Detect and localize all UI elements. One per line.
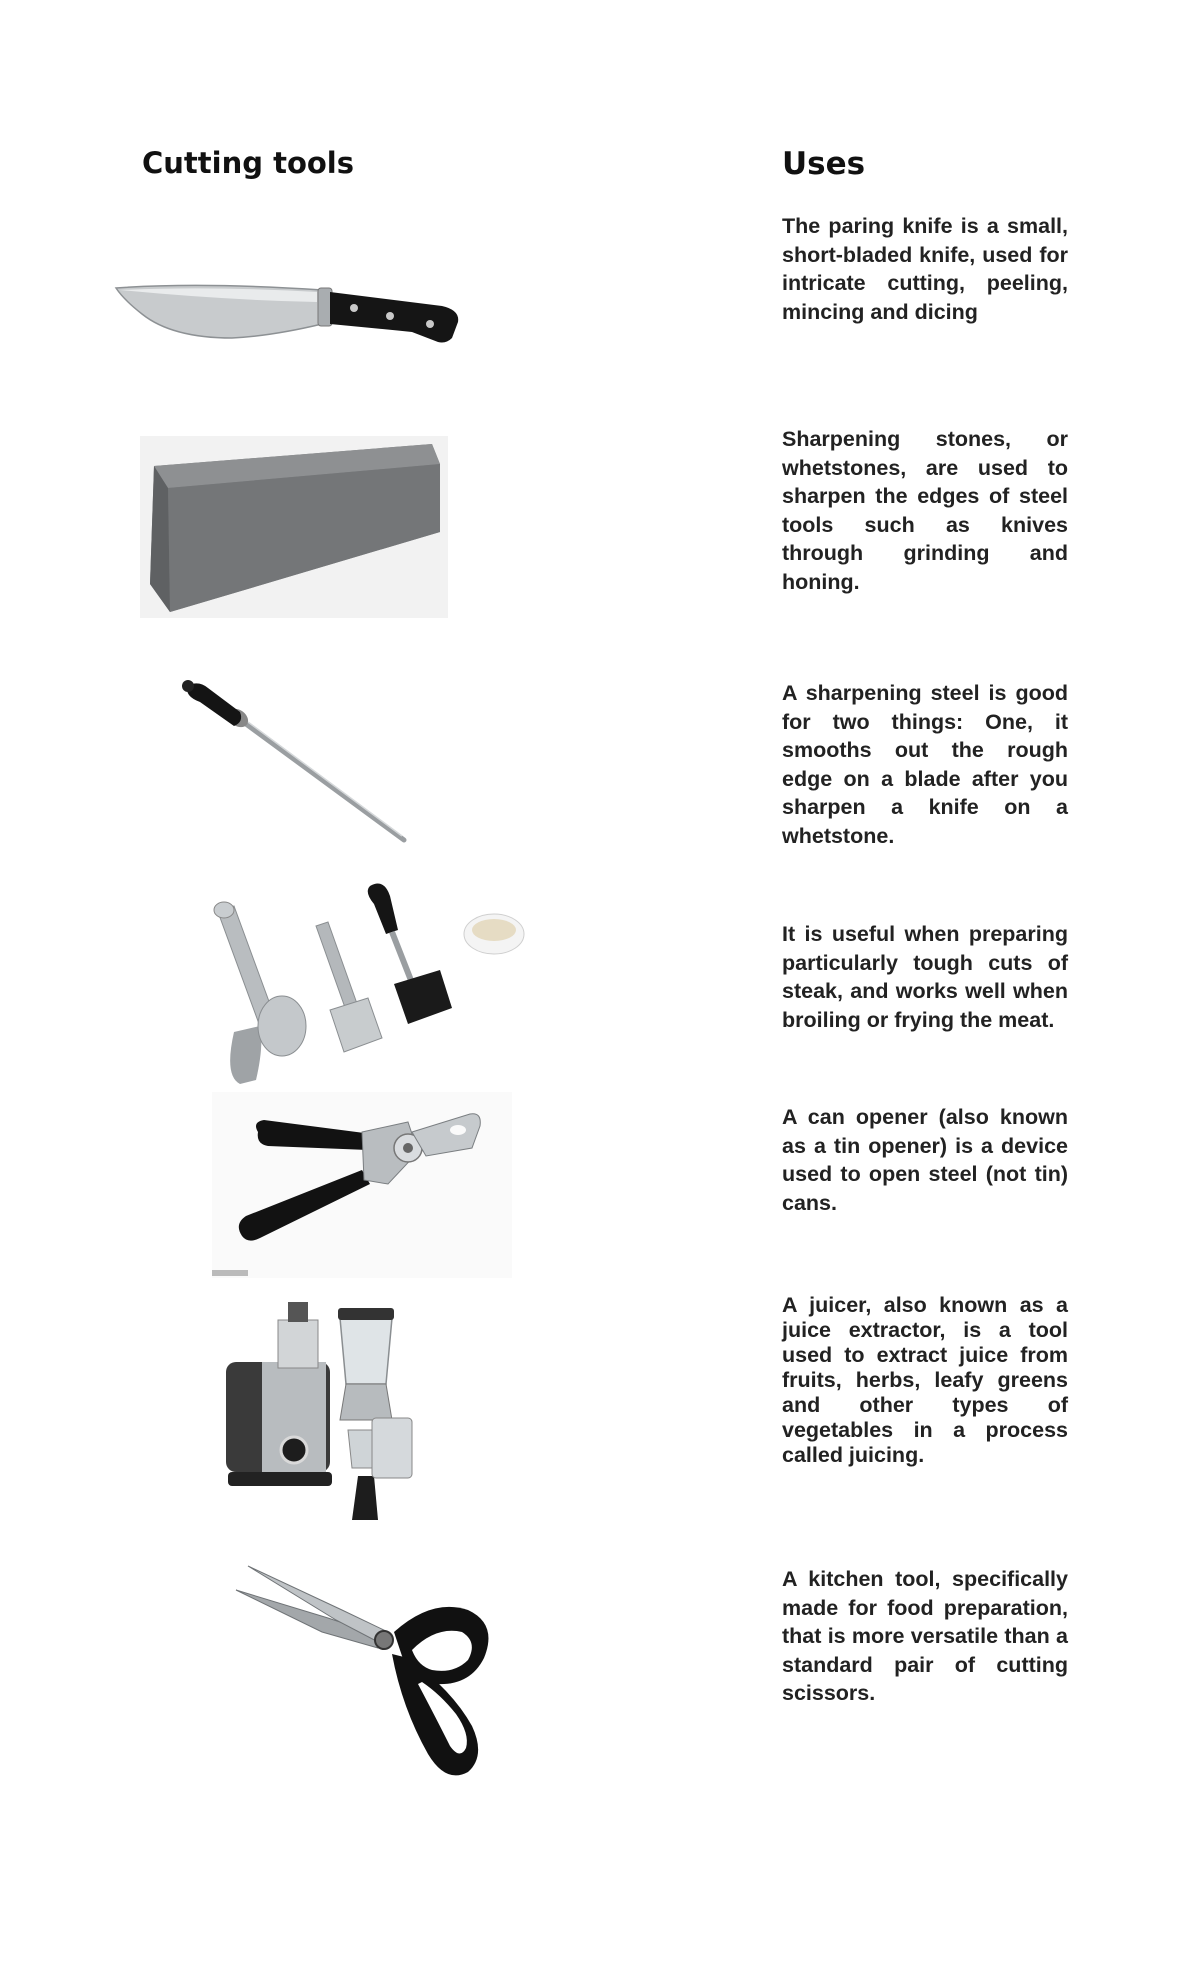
use-text: A kitchen tool, specifically made for food preparation, that is more versatile than a standard pair of cutting scissors.	[782, 1567, 1068, 1706]
sharpening-stone-image	[140, 436, 448, 618]
juicer-image	[222, 1300, 434, 1530]
use-text: A can opener (also known as a tin opener) is a device used to open steel (not tin) cans.	[782, 1105, 1068, 1215]
uses-heading: Uses	[782, 146, 866, 182]
use-text: A juicer, also known as a juice extractor, is a tool used to extract juice from fruits, herbs, leafy greens and other types of vegetables in a process called juicing.	[782, 1293, 1068, 1467]
chef-knife-image	[112, 278, 464, 358]
kitchen-scissors-image	[232, 1558, 502, 1792]
use-text: A sharpening steel is good for two things: One, it smooths out the rough edge on a blade after you sharpen a knife on a whetstone.	[782, 681, 1068, 848]
use-text: Sharpening stones, or whetstones, are used to sharpen the edges of steel tools such as knives through grinding and honing.	[782, 427, 1068, 594]
cutting-tools-heading: Cutting tools	[142, 146, 355, 180]
use-text: It is useful when preparing particularly tough cuts of steak, and works well when broiling or frying the meat.	[782, 922, 1068, 1032]
sharpening-steel-image	[176, 678, 412, 844]
meat-tenderizer-image	[204, 876, 524, 1086]
use-text: The paring knife is a small, short-bladed knife, used for intricate cutting, peeling, mincing and dicing	[782, 214, 1068, 324]
can-opener-image	[212, 1092, 512, 1278]
